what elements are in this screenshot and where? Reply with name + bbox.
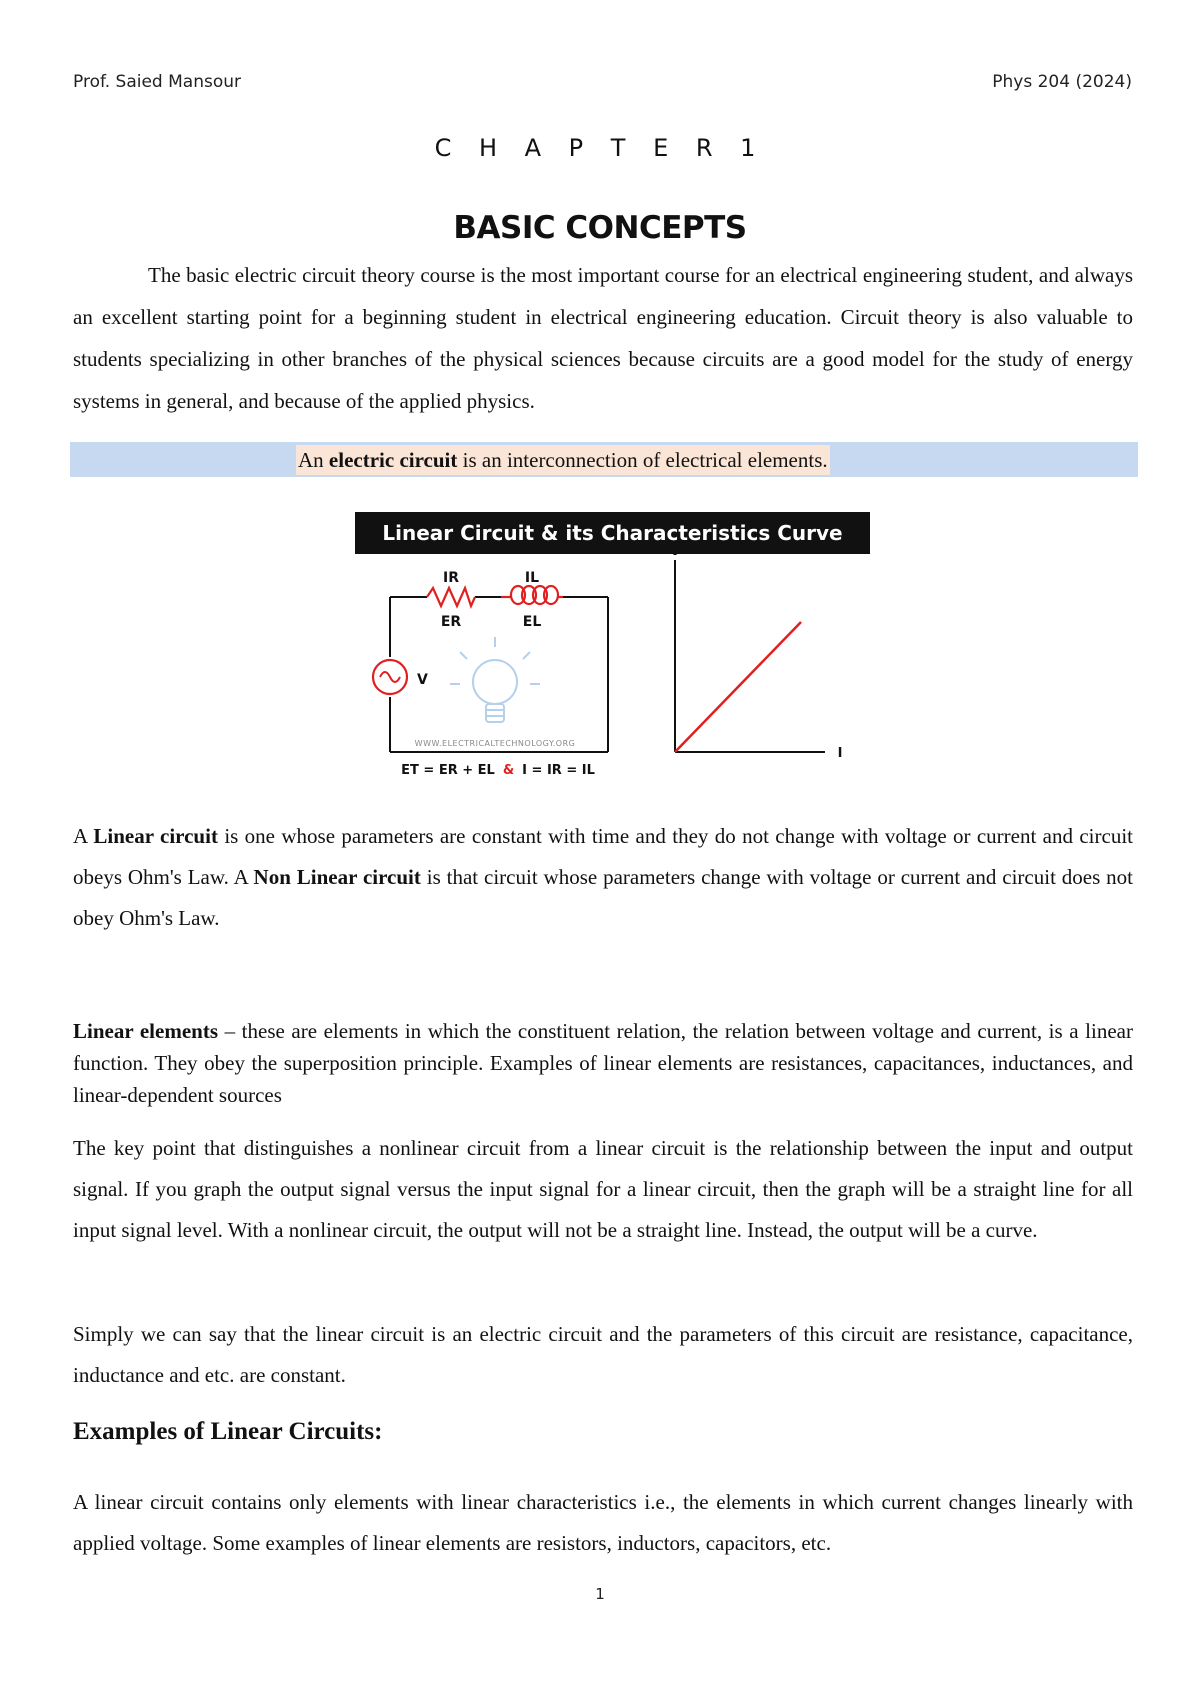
- linear-circuit-paragraph: [73, 816, 1133, 939]
- ac-source-icon: [373, 660, 407, 694]
- figure-graphic: [355, 512, 870, 782]
- source-voltage-text: V: [417, 672, 428, 688]
- lightbulb-icon: [450, 637, 540, 722]
- linear-s2: is one whose parameters are constant with time and they do not change with voltage or current and circuit obeys Ohm's Law. A: [73, 824, 1133, 889]
- definition-post: is an interconnection of electrical elements.: [457, 448, 828, 472]
- definition-text: [296, 445, 830, 475]
- graph-characteristic-line: [675, 622, 801, 752]
- page-title: BASIC CONCEPTS: [453, 210, 747, 246]
- page-number: 1: [595, 1585, 605, 1603]
- source-voltage-label: [417, 672, 428, 688]
- graph-axes: [675, 554, 825, 752]
- linear-s3: is that circuit whose parameters change with voltage or current and circuit does not obey Ohm's Law.: [73, 865, 1133, 930]
- intro-paragraph: [73, 254, 1133, 422]
- equation-label: [401, 763, 595, 778]
- simply-paragraph: Simply we can say that the linear circuit is an electric circuit and the parameters of this circuit are resistance, capacitance, inductance and etc. are constant.: [73, 1322, 1133, 1387]
- definition-term: electric circuit: [328, 448, 458, 472]
- linear-s1: A: [73, 824, 94, 848]
- examples-heading: Examples of Linear Circuits:: [73, 1418, 383, 1445]
- definition-highlight-bar: [70, 442, 1138, 477]
- inductor-emf-text: EL: [522, 614, 542, 630]
- intro-text: The basic electric circuit theory course is the most important course for an electrical engineering student, and always an excellent starting point for a beginning student in electrical engineering education. Circuit theory is also valuable to students specializing in other branches of the physical sciences because circuits are a good model for the study of energy systems in general, and because of the applied physics.: [73, 263, 1133, 413]
- examples-paragraph: A linear circuit contains only elements with linear characteristics i.e., the elements in which current changes linearly with applied voltage. Some examples of linear elements are resistors, inductors, capacitors, etc.: [73, 1490, 1133, 1555]
- resistor-current-text: IR: [443, 570, 459, 586]
- graph-y-axis-label: [670, 544, 680, 559]
- linear-elements-paragraph: [73, 1015, 1133, 1111]
- resistor-current-label: [443, 570, 459, 586]
- definition-pre: An: [298, 448, 329, 472]
- inductor-current-text: IL: [524, 570, 540, 586]
- watermark-text: [415, 739, 576, 748]
- watermark-tspan: WWW.ELECTRICALTECHNOLOGY.ORG: [414, 739, 576, 748]
- resistor-symbol: [427, 588, 475, 606]
- resistor-emf-label: [441, 614, 462, 630]
- chapter-label: C H A P T E R 1: [434, 134, 766, 162]
- header-course: Phys 204 (2024): [992, 72, 1132, 92]
- nonlinear-term: Non Linear circuit: [253, 865, 421, 889]
- equation-right-text: I = IR = IL: [522, 763, 595, 778]
- header-author: Prof. Saied Mansour: [73, 72, 241, 92]
- resistor-emf-text: ER: [440, 614, 462, 630]
- figure-title: Linear Circuit & its Characteristics Curve: [355, 512, 870, 554]
- graph-x-axis-label: [838, 746, 843, 761]
- key-point-paragraph: The key point that distinguishes a nonlinear circuit from a linear circuit is the relationship between the input and output signal. If you graph the output signal versus the input signal for a linear circuit, then the graph will be a straight line for all input signal level. With a nonlinear circuit, the output will not be a straight line. Instead, the output will be a curve.: [73, 1136, 1133, 1242]
- graph-y-text: V: [669, 544, 681, 559]
- graph-x-text: I: [837, 746, 843, 761]
- linear-circuit-figure: [355, 512, 870, 782]
- linear-elements-term: Linear elements: [73, 1019, 218, 1043]
- inductor-current-label: [525, 570, 539, 586]
- equation-left-text: ET = ER + EL: [401, 763, 495, 778]
- inductor-emf-label: [523, 614, 542, 630]
- equation-amp-text: &: [502, 763, 515, 778]
- inductor-symbol: [501, 586, 563, 604]
- linear-elements-text: – these are elements in which the constituent relation, the relation between voltage and current, is a linear function. They obey the superposition principle. Examples of linear elements are resistances, capacitances, inductances, and linear-dependent sources: [73, 1019, 1133, 1107]
- linear-term: Linear circuit: [93, 824, 218, 848]
